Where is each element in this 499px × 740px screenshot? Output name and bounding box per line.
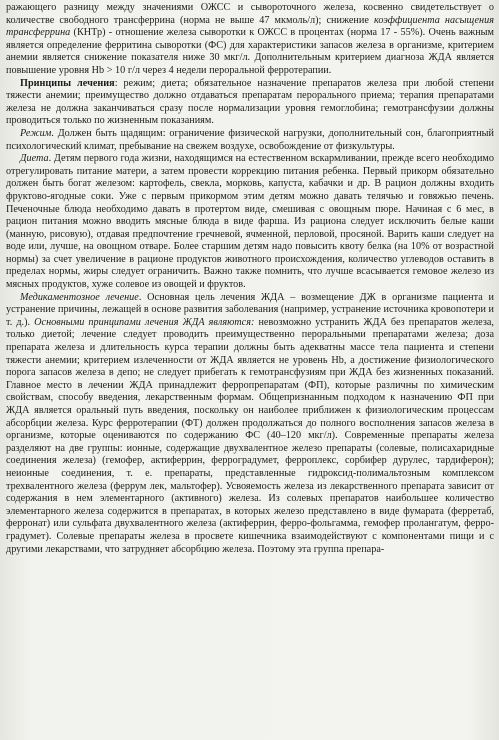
- italic-term: Диета: [20, 153, 49, 165]
- paragraph-text: . Детям первого года жизни, находящимся на естественном вскармливании, прежде всего необходимо отрегулировать питание матери, а затем провести коррекцию питания ребенка. Первый прикорм обязательно должен быть богат железом: картофель, свекла, морковь, капуста, кабачки и др. В рацион должны входить фруктово-ягодные соки. Уже с первым прикормом этим детям можно давать телячью и говяжью печень. Печеночные блюда необходимо давать в протертом виде, смешивая с овощным пюре. Начиная с 6 мес, в рацион питания можно вводить мясные блюда в виде фарша. Из рациона следует исключить белые каши (манную, рисовую), отдавая предпочтение гречневой, ячменной, перловой, просяной. Варить каши следует на воде или, лучше, на овощном отваре. Более старшим детям надо повысить квоту белка (на 10% от возрастной нормы) за счет увеличение в рационе продуктов животного происхождения, количество углеводов оставить в пределах нормы, жиры следует ограничить. Важно также помнить, что лучше всасывается гемовое железо из мясных продуктов, хуже солевое из овощей и фруктов.: [6, 153, 494, 291]
- paragraph-text: : режим; диета; обязательное назначение препаратов железа при любой степени тяжести анемии; преимущество должно отдаваться препаратам перорального приема; терапия препаратами железа не должна заканчиваться сразу после нормализации уровня гемоглобина; гемотрансфузии должны проводиться только по жизненным показаниям.: [6, 77, 494, 127]
- bold-heading: Принципы лечения: [20, 77, 115, 89]
- paragraph-text: . Должен быть щадящим: ограничение физической нагрузки, дополнительный сон, благоприятный психологический климат, пребывание на свежем воздухе, освобождение от физкультуры.: [6, 127, 494, 152]
- paragraph: [6, 78, 494, 128]
- paragraph: [6, 292, 494, 556]
- paragraph: [6, 2, 494, 78]
- italic-term: Медикаментозное лечение: [20, 291, 139, 303]
- paragraph: [6, 128, 494, 153]
- paragraph-text: невозможно устранить ЖДА без препаратов железа, только диетой; лечение следует проводить преимущественно пероральными препаратами железа; доза препарата железа и длительность курса терапии должны быть адекватны массе тела пациента и степени тяжести анемии; критерием излеченности от ЖДА является не уровень Hb, а достижение физиологического порога запасов железа в депо; не следует прибегать к гемотрансфузиям при ЖДА без жизненных показаний. Главное место в лечении ЖДА принадлежит ферропрепаратам (ФП), которые различны по химическим свойствам, способу введения, лекарственным формам. Общепризнанным подходом к назначению ФП при ЖДА является оральный путь введения, поскольку он наиболее приближен к физиологическим процессам абсорбции железа. Курс ферротерапии (ФТ) должен продолжаться до полного восполнения запасов железа в организме, которые оцениваются по содержанию ФС (40–120 мкг/л). Современные препараты железа разделяют на две группы: ионные, содержащие двухвалентное железо препараты (солевые, полисахаридные соединения железа) (гемофер, актиферрин, ферроградумет, ферроплекс, сорбифер дурулес, тардиферон); неионные соединения, т. е. препараты, представленные гидроксид-полимальтозным комплексом трехвалентного железа (феррум лек, мальтофер). Усвояемость железа из лекарственного препарата зависит от содержания в нем элементарного (активного) железа. Из солевых препаратов наибольшее количество элементарного железа содержится в препаратах, в которых железо представлено в виде фумарата (ферретаб, ферронат) или сульфата двухвалентного железа (актиферрин, ферро-фольгамма, гемофер пролангатум, ферро-градумет). Солевые препараты железа в просвете кишечника взаимодействуют с компонентами пищи и с другими лекарствами, что затрудняет абсорбцию железа. Поэтому эта группа препара-: [6, 316, 494, 555]
- paragraph: [6, 153, 494, 292]
- paragraph-text: . Основная цель лечения ЖДА – возмещение ДЖ в организме пациента и устранение причины, лежащей в основе развития заболевания (например, устранение источника кровопотери и т. д.).: [6, 291, 495, 328]
- paragraph-text: (КНТр) - отношение железа сыворотки к ОЖСС в процентах (норма 17 - 55%). Очень важным является определение ферритина сыворотки (ФС) для характеристики запасов железа в организме, критерием анемии является снижение показателя ниже 30 мкг/л. Дополнительным критерием диагноза ЖДА является повышение уровня Hb > 10 г/л через 4 недели пероральной ферротерапии.: [6, 27, 494, 76]
- italic-term: Режим: [20, 127, 52, 139]
- italic-term: Основными принципами лечения ЖДА являются:: [34, 316, 255, 328]
- document-body: [6, 2, 494, 556]
- italic-term: коэффициента насыщения трансферрина: [6, 14, 494, 39]
- paragraph-text: ражающего разницу между значениями ОЖСС и сывороточного железа, косвенно свидетельствует о количестве свободного трансферрина (норма не выше 47 мкмоль/л); снижение: [6, 2, 494, 26]
